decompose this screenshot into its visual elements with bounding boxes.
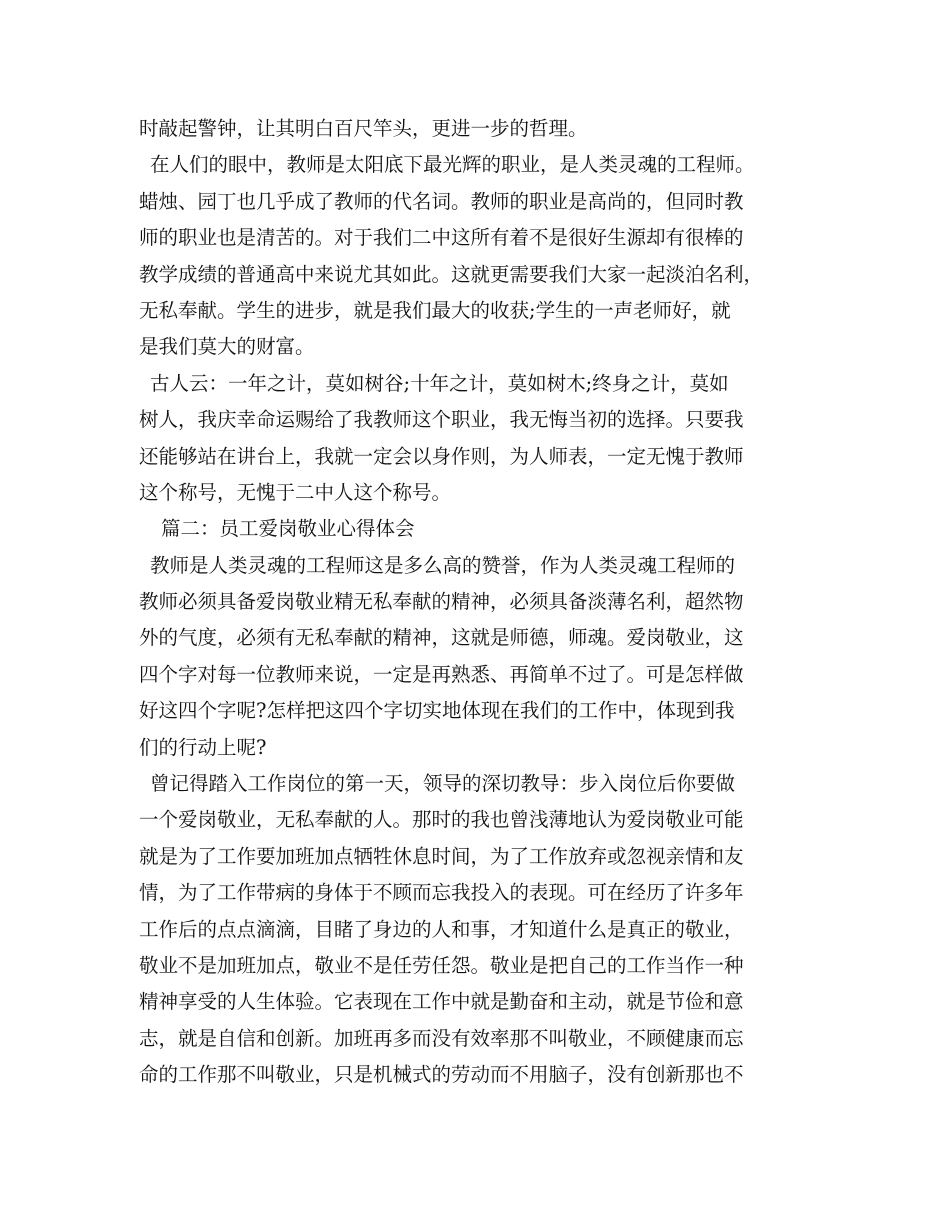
- text-line: 一个爱岗敬业，无私奉献的人。那时的我也曾浅薄地认为爱岗敬业可能: [139, 808, 744, 832]
- text-line: 教师必须具备爱岗敬业精无私奉献的精神，必须具备淡薄名利，超然物: [139, 590, 744, 614]
- text-line: 好这四个字呢?怎样把这四个字切实地体现在我们的工作中，体现到我: [139, 699, 735, 723]
- text-line: 还能够站在讲台上，我就一定会以身作则，为人师表，一定无愧于教师: [139, 444, 744, 468]
- section-heading: 篇二：员工爱岗敬业心得体会: [161, 517, 415, 541]
- text-line: 曾记得踏入工作岗位的第一天，领导的深切教导：步入岗位后你要做: [150, 772, 736, 796]
- text-line: 在人们的眼中，教师是太阳底下最光辉的职业，是人类灵魂的工程师。: [150, 153, 755, 177]
- text-line: 这个称号，无愧于二中人这个称号。: [139, 480, 452, 504]
- text-line: 敬业不是加班加点，敬业不是任劳任怨。敬业是把自己的工作当作一种: [139, 953, 744, 977]
- text-line: 是我们莫大的财富。: [139, 335, 315, 359]
- text-line: 时敲起警钟，让其明白百尺竿头，更进一步的哲理。: [139, 117, 588, 140]
- text-line: 教学成绩的普通高中来说尤其如此。这就更需要我们大家一起淡泊名利，: [139, 262, 764, 286]
- text-line: 命的工作那不叫敬业，只是机械式的劳动而不用脑子，没有创新那也不: [139, 1063, 744, 1087]
- text-line: 教师是人类灵魂的工程师这是多么高的赞誉，作为人类灵魂工程师的: [150, 553, 736, 577]
- text-line: 志，就是自信和创新。加班再多而没有效率那不叫敬业，不顾健康而忘: [139, 1026, 744, 1050]
- text-line: 蜡烛、园丁也几乎成了教师的代名词。教师的职业是高尚的，但同时教: [139, 189, 744, 213]
- text-line: 师的职业也是清苦的。对于我们二中这所有着不是很好生源却有很棒的: [139, 226, 744, 250]
- text-line: 就是为了工作要加班加点牺牲休息时间，为了工作放弃或忽视亲情和友: [139, 844, 744, 868]
- text-line: 无私奉献。学生的进步，就是我们最大的收获;学生的一声老师好，就: [139, 298, 731, 322]
- document-body: [139, 111, 819, 1094]
- text-line: 四个字对每一位教师来说，一定是再熟悉、再简单不过了。可是怎样做: [139, 662, 744, 686]
- text-line: 树人，我庆幸命运赐给了我教师这个职业，我无悔当初的选择。只要我: [139, 408, 744, 432]
- text-line: 外的气度，必须有无私奉献的精神，这就是师德，师魂。爱岗敬业，这: [139, 626, 744, 650]
- text-line: 古人云：一年之计，莫如树谷;十年之计，莫如树木;终身之计，莫如: [150, 371, 729, 395]
- text-line: 们的行动上呢?: [139, 735, 267, 759]
- text-line: 工作后的点点滴滴，目睹了身边的人和事，才知道什么是真正的敬业，: [139, 917, 744, 941]
- text-line: 情，为了工作带病的身体于不顾而忘我投入的表现。可在经历了许多年: [139, 881, 744, 905]
- text-line: 精神享受的人生体验。它表现在工作中就是勤奋和主动，就是节俭和意: [139, 990, 744, 1014]
